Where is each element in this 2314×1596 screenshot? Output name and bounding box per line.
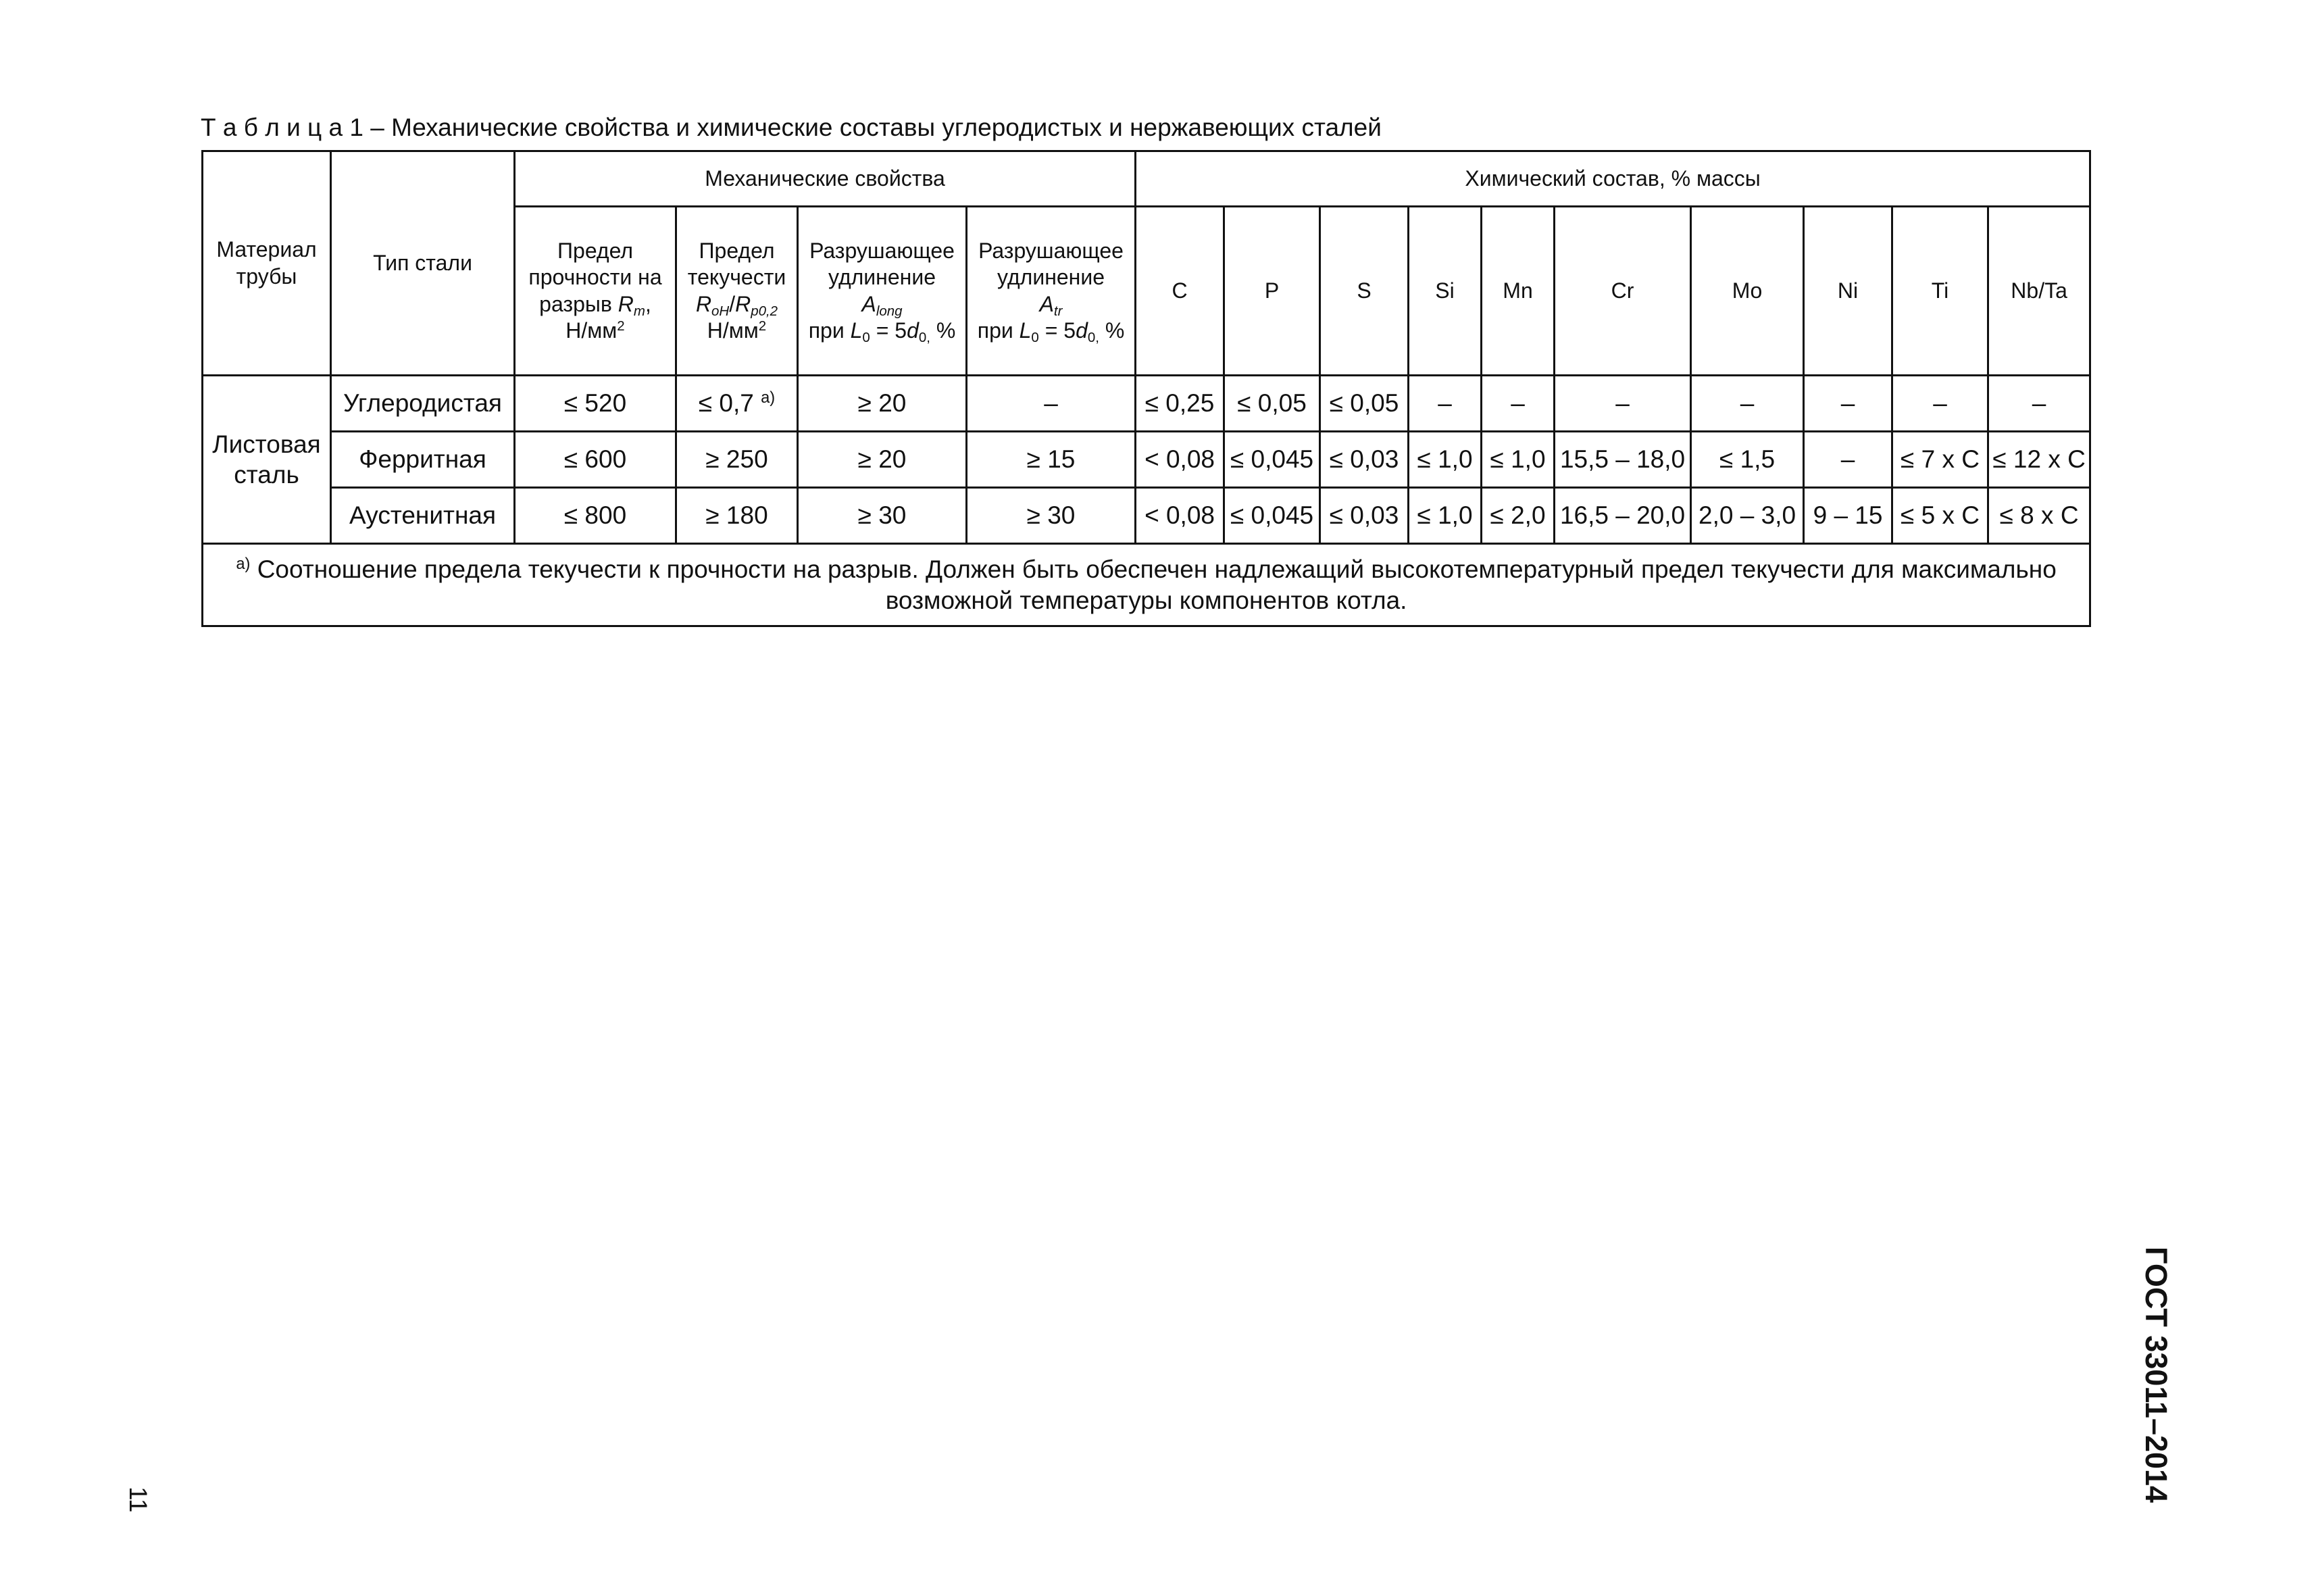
material-cell: Листовая сталь [203,376,331,544]
chem-si-cell: ≤ 1,0 [1409,432,1482,488]
chem-cr-cell: 15,5 – 18,0 [1555,432,1691,488]
yield-cell: ≥ 250 [676,432,798,488]
chem-c-cell: ≤ 0,25 [1136,376,1224,432]
elong-tr-cell: – [967,376,1136,432]
header-chemical: Химический состав, % массы [1136,151,2090,207]
header-tensile-strength: Предел прочности на разрыв $R_m$, $Н/мм^2$ [515,207,676,376]
header-material: Материал трубы [203,151,331,376]
properties-table [201,150,2091,627]
header-element-s: S [1320,207,1409,376]
chem-mn-cell: ≤ 2,0 [1482,488,1555,544]
table-caption: Т а б л и ц а 1 – Механические свойства и химические составы углеродистых и нержавеющих сталей [201,114,1382,141]
footnote-ref: а) [761,389,776,407]
chem-cr-cell: – [1555,376,1691,432]
elong-long-cell: ≥ 30 [798,488,967,544]
yield-cell: ≥ 180 [676,488,798,544]
tensile-cell: ≤ 800 [515,488,676,544]
chem-ni-cell: – [1804,432,1892,488]
chem-p-cell: ≤ 0,045 [1224,432,1320,488]
table-footnote [203,544,2090,626]
header-element-ni: Ni [1804,207,1892,376]
table-row [203,488,2090,544]
chem-s-cell: ≤ 0,03 [1320,488,1409,544]
header-steel-type: Тип стали [331,151,515,376]
chem-mn-cell: ≤ 1,0 [1482,432,1555,488]
tensile-cell: ≤ 520 [515,376,676,432]
chem-mo-cell: 2,0 – 3,0 [1691,488,1804,544]
table-row [203,376,2090,432]
chem-c-cell: < 0,08 [1136,488,1224,544]
chem-ti-cell: – [1892,376,1988,432]
header-mechanical: Механические свойства [515,151,1136,207]
chem-p-cell: ≤ 0,05 [1224,376,1320,432]
elong-tr-cell: ≥ 30 [967,488,1136,544]
chem-ti-cell: ≤ 7 x C [1892,432,1988,488]
header-elongation-long: Разрушающее удлинение $A_{long}$ при $L_0 = 5d_{0,}$ % [798,207,967,376]
header-yield-strength: Предел текучести $R_{oH}/R_{p0,2}$ $Н/мм^2$ [676,207,798,376]
yield-cell: ≤ 0,7 $^{а)}$ [676,376,798,432]
chem-ni-cell: 9 – 15 [1804,488,1892,544]
chem-nb-ta-cell: ≤ 12 x C [1988,432,2090,488]
header-element-p: P [1224,207,1320,376]
footnote-mark: а) [236,555,251,574]
page-number: 11 [124,1487,152,1513]
chem-cr-cell: 16,5 – 20,0 [1555,488,1691,544]
header-element-nb-ta: Nb/Ta [1988,207,2090,376]
chem-s-cell: ≤ 0,03 [1320,432,1409,488]
chem-ti-cell: ≤ 5 x C [1892,488,1988,544]
header-elongation-transverse: Разрушающее удлинение $A_{tr}$ при $L_0 = 5d_{0,}$ % [967,207,1136,376]
table-row [203,432,2090,488]
steel-type-cell: Аустенитная [331,488,515,544]
chem-p-cell: ≤ 0,045 [1224,488,1320,544]
chem-s-cell: ≤ 0,05 [1320,376,1409,432]
elong-tr-cell: ≥ 15 [967,432,1136,488]
chem-nb-ta-cell: ≤ 8 x C [1988,488,2090,544]
chem-mn-cell: – [1482,376,1555,432]
chem-ni-cell: – [1804,376,1892,432]
chem-mo-cell: – [1691,376,1804,432]
header-element-mo: Mo [1691,207,1804,376]
header-element-mn: Mn [1482,207,1555,376]
chem-si-cell: – [1409,376,1482,432]
header-element-ti: Ti [1892,207,1988,376]
chem-mo-cell: ≤ 1,5 [1691,432,1804,488]
steel-type-cell: Углеродистая [331,376,515,432]
chem-nb-ta-cell: – [1988,376,2090,432]
header-element-c: C [1136,207,1224,376]
chem-si-cell: ≤ 1,0 [1409,488,1482,544]
chem-c-cell: < 0,08 [1136,432,1224,488]
footnote-text: Соотношение предела текучести к прочности на разрыв. Должен быть обеспечен надлежащий высокотемпературный предел текучести для максимально возможной температуры компонентов котла. [257,555,2057,614]
document-id: ГОСТ 33011–2014 [2139,1247,2173,1503]
elong-long-cell: ≥ 20 [798,432,967,488]
tensile-cell: ≤ 600 [515,432,676,488]
steel-type-cell: Ферритная [331,432,515,488]
elong-long-cell: ≥ 20 [798,376,967,432]
header-element-cr: Cr [1555,207,1691,376]
header-element-si: Si [1409,207,1482,376]
